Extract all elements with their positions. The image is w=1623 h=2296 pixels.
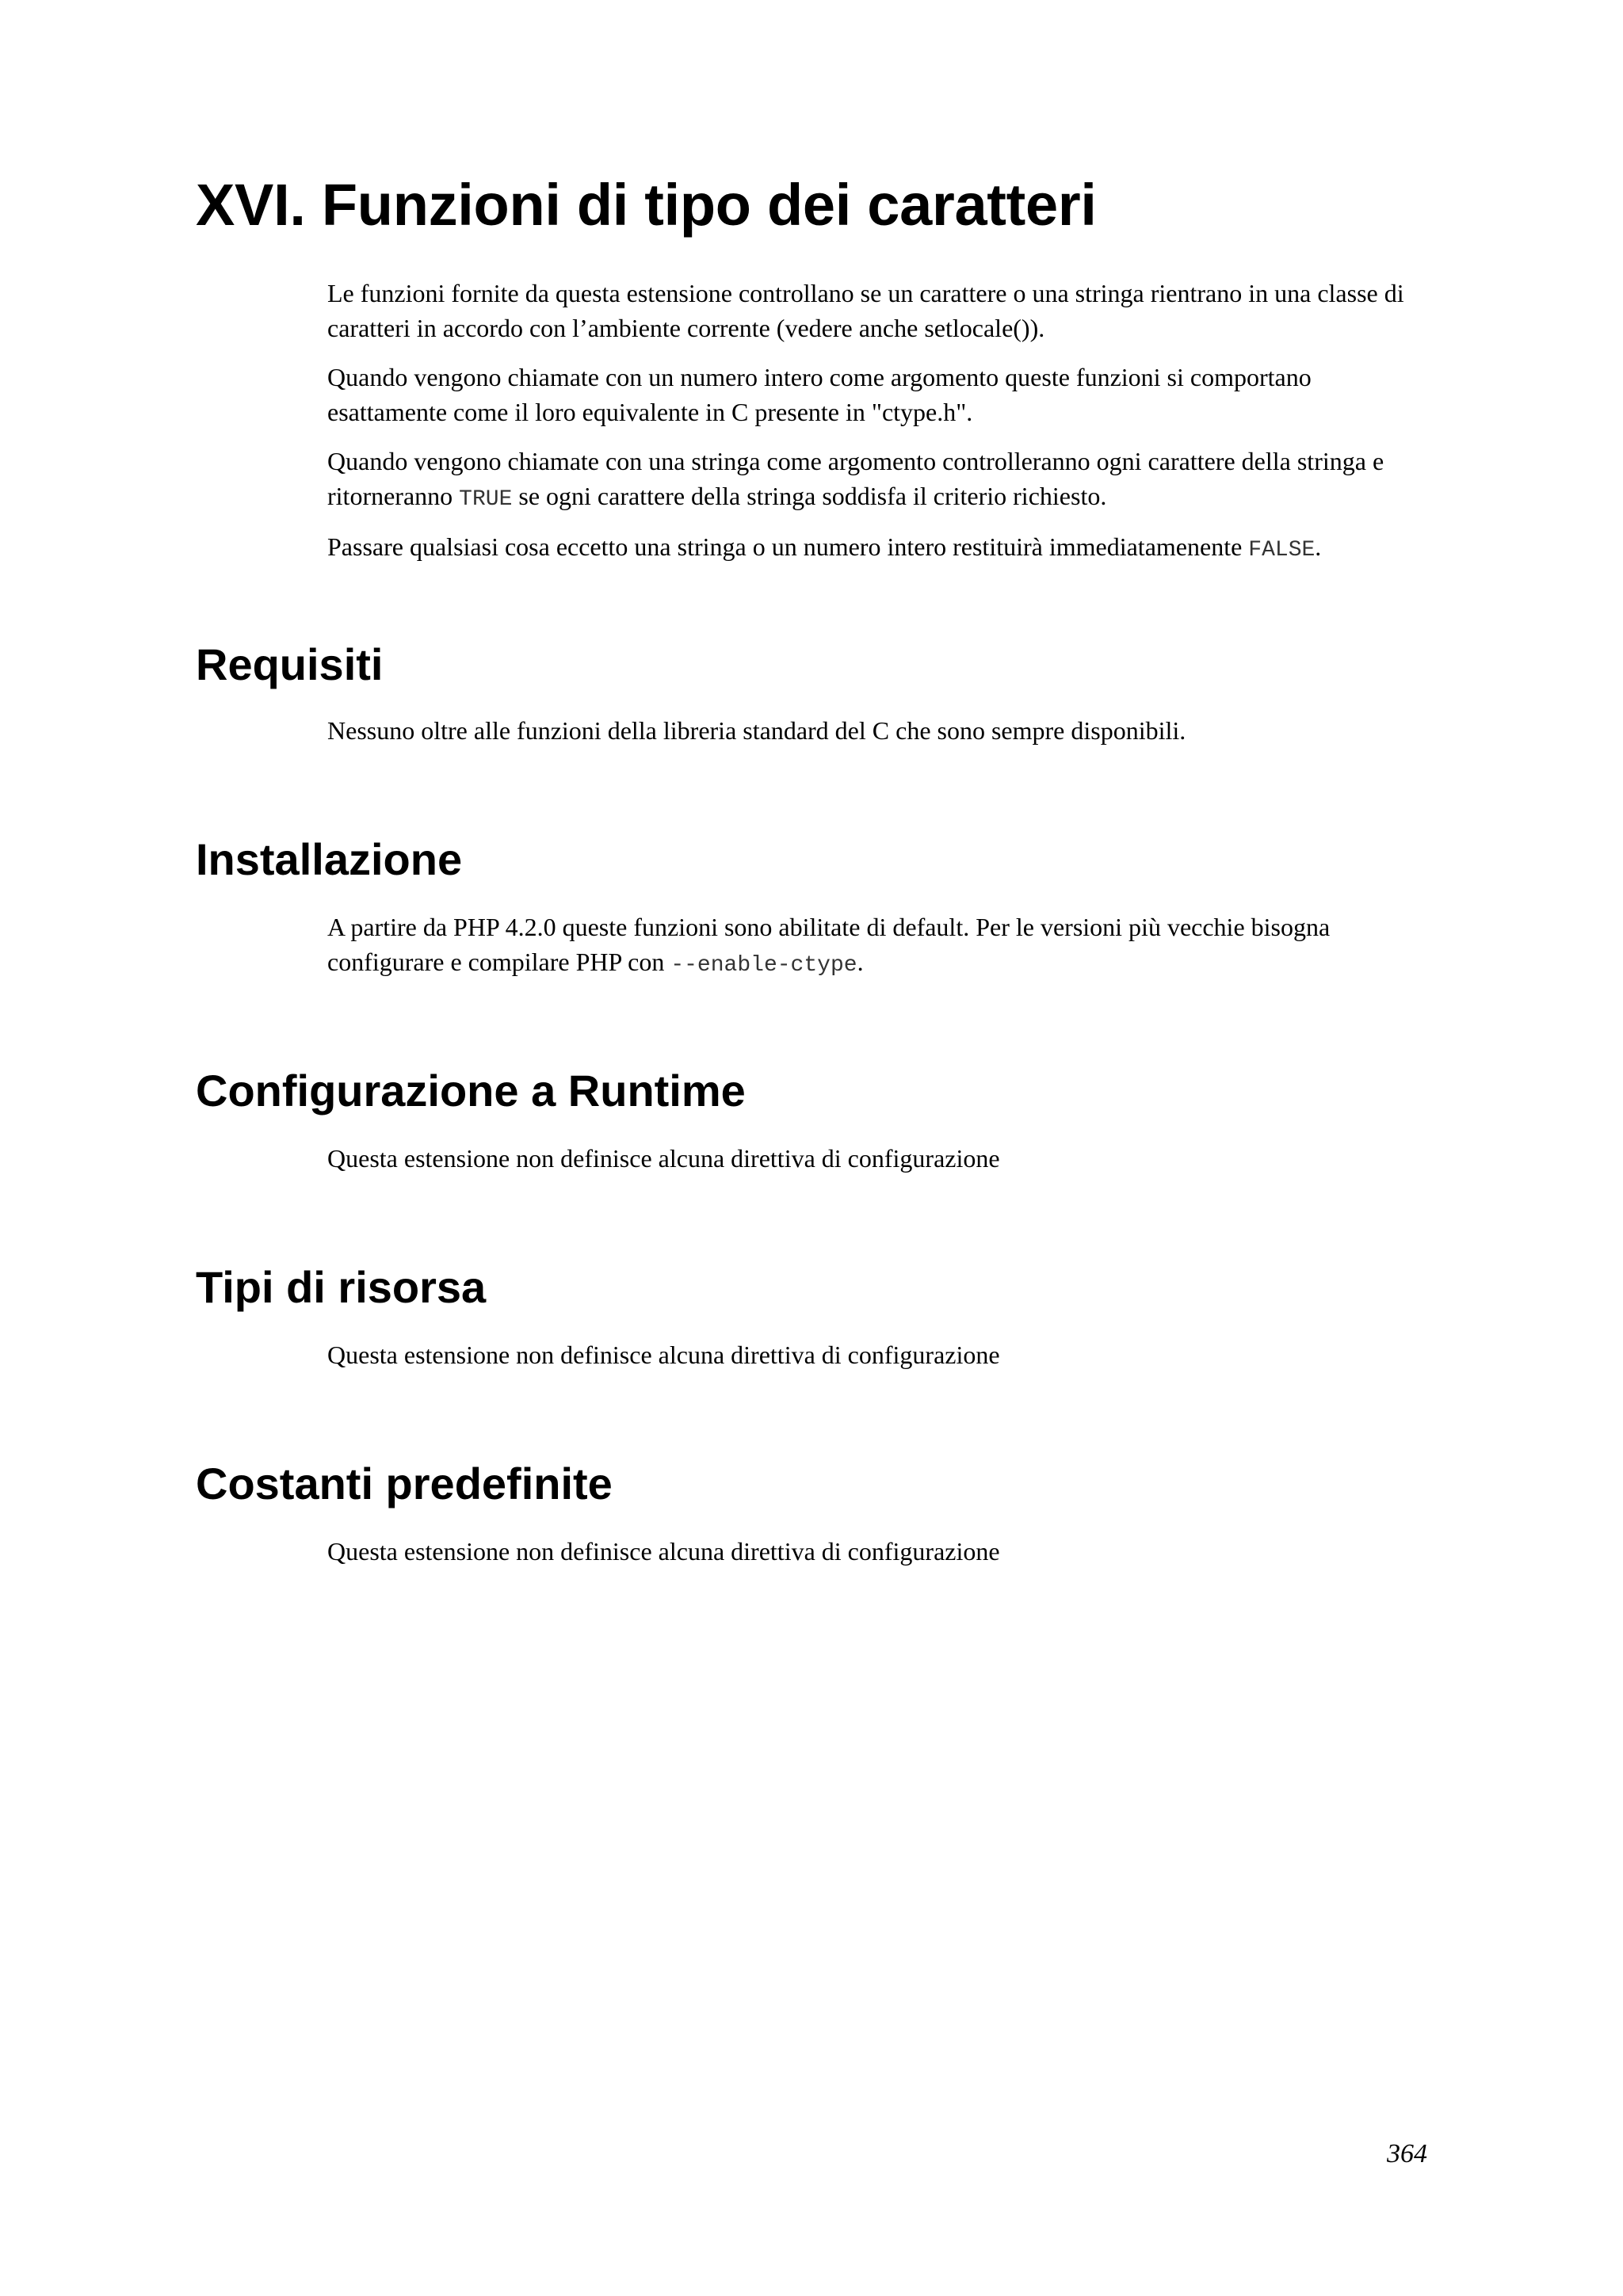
intro-paragraph-2-text: Quando vengono chiamate con un numero intero come argomento queste funzioni si comportano esattamente come il loro equivalente in C presente in "ctype.h".	[327, 363, 1312, 426]
section-title-installazione: Installazione	[196, 834, 463, 884]
intro-paragraph-3-text-before: Quando vengono chiamate con una stringa come argomento controlleranno ogni carattere della stringa e ritorneranno	[327, 447, 1384, 510]
intro-paragraph-4-text-after: .	[1315, 532, 1322, 561]
section-title-risorse: Tipi di risorsa	[196, 1262, 487, 1312]
intro-paragraph-4-text-before: Passare qualsiasi cosa eccetto una stringa o un numero intero restituirà immediatamenente	[327, 532, 1249, 561]
intro-paragraph-3	[327, 444, 1421, 517]
section-title-requisiti: Requisiti	[196, 639, 384, 689]
section-text-risorse: Questa estensione non definisce alcuna direttiva di configurazione	[327, 1341, 1000, 1369]
page-number: 364	[1387, 2139, 1427, 2168]
enable-ctype-option: --enable-ctype	[670, 953, 857, 978]
section-text-requisiti: Nessuno oltre alle funzioni della libreria standard del C che sono sempre disponibili.	[327, 716, 1186, 745]
intro-paragraph-1: Le funzioni fornite da questa estensione controllano se un carattere o una stringa rientrano in una classe di caratteri in accordo con l’ambiente corrente (vedere anche setlocale()).	[327, 279, 1404, 342]
intro-paragraph-2	[327, 360, 1421, 429]
section-text-costanti: Questa estensione non definisce alcuna direttiva di configurazione	[327, 1537, 1000, 1566]
intro-paragraph-3-text-after: se ogni carattere della stringa soddisfa il criterio richiesto.	[512, 482, 1107, 510]
section-title-configurazione: Configurazione a Runtime	[196, 1066, 746, 1116]
false-constant: FALSE	[1248, 538, 1316, 563]
section-text-installazione	[327, 910, 1421, 983]
intro-paragraph-4	[327, 529, 1421, 568]
section-title-costanti: Costanti predefinite	[196, 1459, 613, 1508]
section-text-installazione-after: .	[857, 948, 864, 976]
chapter-title: XVI. Funzioni di tipo dei caratteri	[196, 172, 1097, 238]
section-text-configurazione: Questa estensione non definisce alcuna direttiva di configurazione	[327, 1144, 1000, 1173]
true-constant: TRUE	[459, 487, 513, 512]
section-text-installazione-before: A partire da PHP 4.2.0 queste funzioni sono abilitate di default. Per le versioni più vecchie bisogna configurare e compilare PHP con	[327, 913, 1331, 976]
